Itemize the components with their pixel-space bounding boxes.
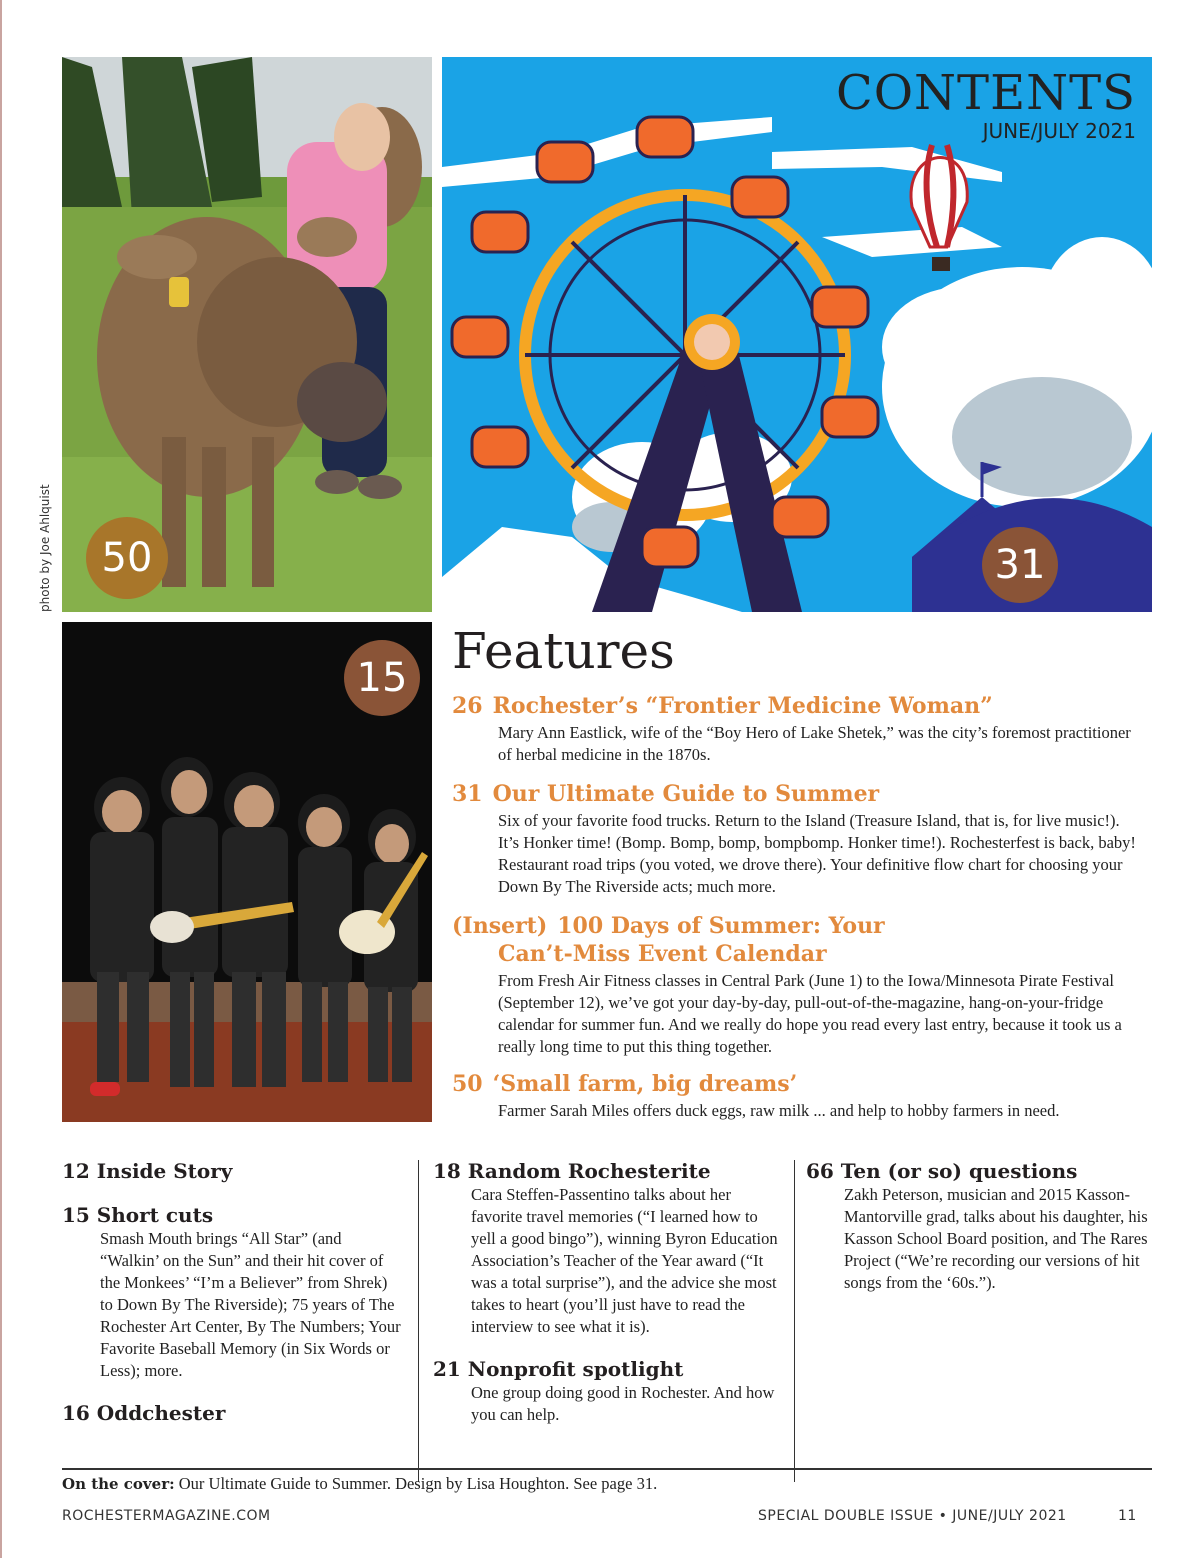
feature-item (452, 780, 1142, 898)
feature-description: From Fresh Air Fitness classes in Central Park (June 1) to the Iowa/Minnesota Pirate Festival (September 12), we’ve got your day-by-day, pull-out-of-the-magazine, hang-on-your-fridge calendar for summer fun. And we really do hope you read every last entry, because it took us a really long time to put this thing together. (498, 971, 1122, 1056)
department-description: Cara Steffen-Passentino talks about her favorite travel memories (“I learned how to yell a good bingo”), winning Byron Education Association’s Teacher of the Year award (“It was a total surprise”), and the advice she most takes to heart (you’ll just have to read the interview to see what it is). (471, 1185, 778, 1336)
column-divider (418, 1160, 419, 1482)
feature-item (452, 1070, 1142, 1122)
feature-item (452, 912, 1142, 1058)
feature-title[interactable] (452, 912, 1142, 968)
cover-note-text: Our Ultimate Guide to Summer. Design by Lisa Houghton. See page 31. (174, 1474, 658, 1493)
feature-title[interactable] (452, 692, 1142, 720)
feature-page-number: 26 (452, 693, 483, 719)
cover-note (62, 1474, 657, 1494)
feature-page-number: (Insert) (452, 913, 548, 939)
contents-title: CONTENTS (835, 65, 1136, 121)
department-title[interactable]: 66 Ten (or so) questions (806, 1159, 1078, 1183)
cover-note-label: On the cover: (62, 1475, 175, 1493)
issue-date: JUNE/JULY 2021 (982, 119, 1136, 143)
department-description: Zakh Peterson, musician and 2015 Kasson-Mantorville grad, talks about his daughter, his Kasson School Board position, and The Rares Project (“We’re recording our versions of hit songs from the ‘60s.”). (844, 1185, 1148, 1292)
feature-title[interactable] (452, 780, 1142, 808)
photo-credit: photo by Joe Ahlquist (38, 484, 52, 612)
departments-column-1 (62, 1158, 402, 1426)
department-title[interactable]: 12 Inside Story (62, 1159, 233, 1183)
page-badge-50: 50 (86, 517, 168, 599)
feature-title-continuation: Can’t-Miss Event Calendar (498, 941, 827, 967)
feature-title-text: ‘Small farm, big dreams’ (492, 1071, 798, 1097)
band-photo (62, 622, 432, 1122)
feature-item (452, 692, 1142, 766)
department-title[interactable]: 16 Oddchester (62, 1401, 226, 1425)
feature-title-text: Our Ultimate Guide to Summer (492, 781, 880, 807)
feature-page-number: 50 (452, 1071, 483, 1097)
page-badge-31: 31 (982, 527, 1058, 603)
department-description: Smash Mouth brings “All Star” (and “Walkin’ on the Sun” and their hit cover of the Monkees’ “I’m a Believer” from Shrek) to Down By The Riverside); 75 years of The Rochester Art Center, By The Numbers; Your Favorite Baseball Memory (in Six Words or Less); more. (100, 1229, 401, 1380)
footer-page-number: 11 (1118, 1508, 1137, 1524)
department-title[interactable]: 18 Random Rochesterite (433, 1159, 711, 1183)
department-title[interactable]: 21 Nonprofit spotlight (433, 1357, 684, 1381)
feature-description: Mary Ann Eastlick, wife of the “Boy Hero of Lake Shetek,” was the city’s foremost practitioner of herbal medicine in the 1870s. (498, 723, 1131, 764)
fair-illustration (442, 57, 1152, 612)
department-description: One group doing good in Rochester. And how you can help. (471, 1383, 775, 1424)
footer-site[interactable]: ROCHESTERMAGAZINE.COM (62, 1508, 271, 1524)
cow-photo (62, 57, 432, 612)
page-badge-15: 15 (344, 640, 420, 716)
features-heading: Features (452, 622, 675, 680)
departments-column-3 (806, 1158, 1151, 1294)
feature-description: Farmer Sarah Miles offers duck eggs, raw milk ... and help to hobby farmers in need. (498, 1101, 1060, 1120)
page-edge-rule (0, 0, 2, 1558)
feature-title-text: Rochester’s “Frontier Medicine Woman” (492, 693, 993, 719)
feature-title[interactable] (452, 1070, 1142, 1098)
footer-issue: SPECIAL DOUBLE ISSUE • JUNE/JULY 2021 (758, 1508, 1067, 1524)
cover-note-rule (62, 1468, 1152, 1470)
departments-column-2 (433, 1158, 785, 1426)
column-divider (794, 1160, 795, 1482)
feature-page-number: 31 (452, 781, 483, 807)
feature-description: Six of your favorite food trucks. Return to the Island (Treasure Island, that is, for live music!). It’s Honker time! (Bomp. Bomp, bomp, bompbomp. Honker time!). Rochesterfest is back, baby! Restaurant road trips (you voted, we drove there). Your definitive flow chart for choosing your Down By The Riverside acts; much more. (498, 811, 1136, 896)
feature-title-text: 100 Days of Summer: Your (557, 913, 885, 939)
department-title[interactable]: 15 Short cuts (62, 1203, 214, 1227)
